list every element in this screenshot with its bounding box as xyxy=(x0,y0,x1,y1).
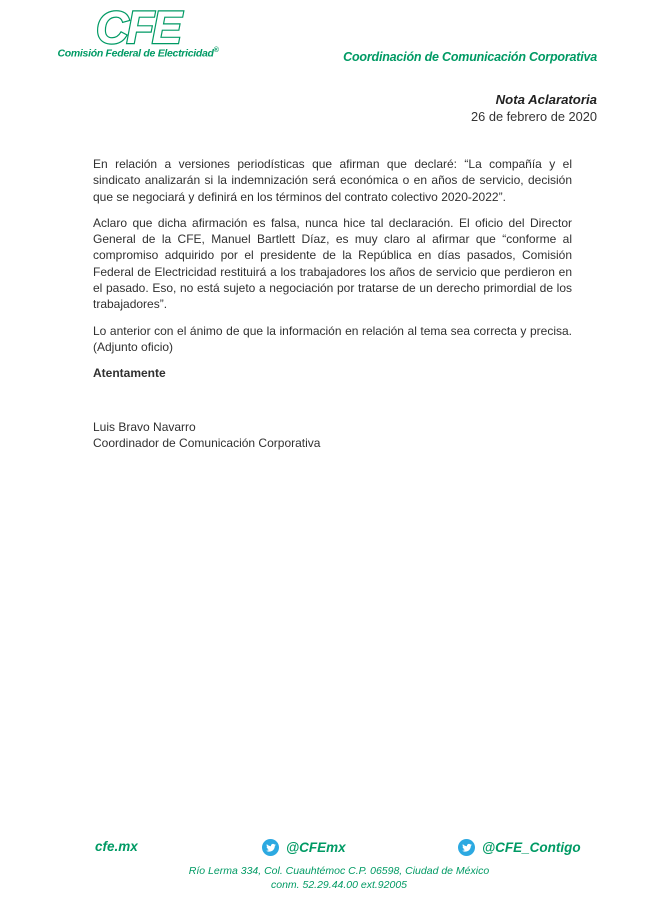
salutation: Atentamente xyxy=(93,366,166,381)
signature-block xyxy=(93,419,572,451)
signatory-title: Coordinador de Comunicación Corporativa xyxy=(93,435,321,450)
letter-paragraph-3: Lo anterior con el ánimo de que la información en relación al tema sea correcta y precisa. (Adjunto oficio) xyxy=(93,323,572,354)
letter-body xyxy=(93,156,572,451)
twitter-handle-cfemx: @CFEmx xyxy=(286,840,346,855)
address-line: Río Lerma 334, Col. Cuauhtémoc C.P. 06598, Ciudad de México xyxy=(188,865,490,877)
cfe-logo-subtitle xyxy=(46,47,230,60)
twitter-link-cfe-contigo[interactable] xyxy=(458,839,581,856)
department-heading: Coordinación de Comunicación Corporativa xyxy=(343,50,597,64)
title-block xyxy=(471,92,597,124)
twitter-icon xyxy=(262,839,279,856)
cfe-logo-subtitle-text: Comisión Federal de Electricidad xyxy=(57,47,214,60)
cfe-logo-text: CFE xyxy=(96,6,180,50)
document-title: Nota Aclaratoria xyxy=(495,92,597,107)
registered-mark: ® xyxy=(213,47,219,54)
letter-paragraph-2: Aclaro que dicha afirmación es falsa, nunca hice tal declaración. El oficio del Director General de la CFE, Manuel Bartlett Díaz, es muy claro al afirmar que “conforme al compromiso adquirido por el presidente de la República en días pasados, Comisión Federal de Electricidad restituirá a los trabajadores los años de servicio que perdieron en el pasado. Eso, no está sujeto a negociación por tratarse de un derecho primordial de los trabajadores”. xyxy=(93,215,572,312)
phone-line: conm. 52.29.44.00 ext.92005 xyxy=(270,879,408,891)
website-label: cfe.mx xyxy=(95,839,138,854)
cfe-logo-icon xyxy=(73,6,203,50)
website-link[interactable] xyxy=(95,839,138,854)
twitter-link-cfemx[interactable] xyxy=(262,839,346,856)
address-block xyxy=(0,864,662,892)
cfe-logo xyxy=(46,6,230,60)
document-date: 26 de febrero de 2020 xyxy=(471,109,597,124)
twitter-handle-cfe-contigo: @CFE_Contigo xyxy=(482,840,581,855)
letter-paragraph-1: En relación a versiones periodísticas que afirman que declaré: “La compañía y el sindicato analizarán si la indemnización será económica o en años de servicio, decisión que se negociará y definirá en los términos del contrato colectivo 2020-2022”. xyxy=(93,157,572,204)
signatory-name: Luis Bravo Navarro xyxy=(93,419,196,434)
twitter-icon xyxy=(458,839,475,856)
